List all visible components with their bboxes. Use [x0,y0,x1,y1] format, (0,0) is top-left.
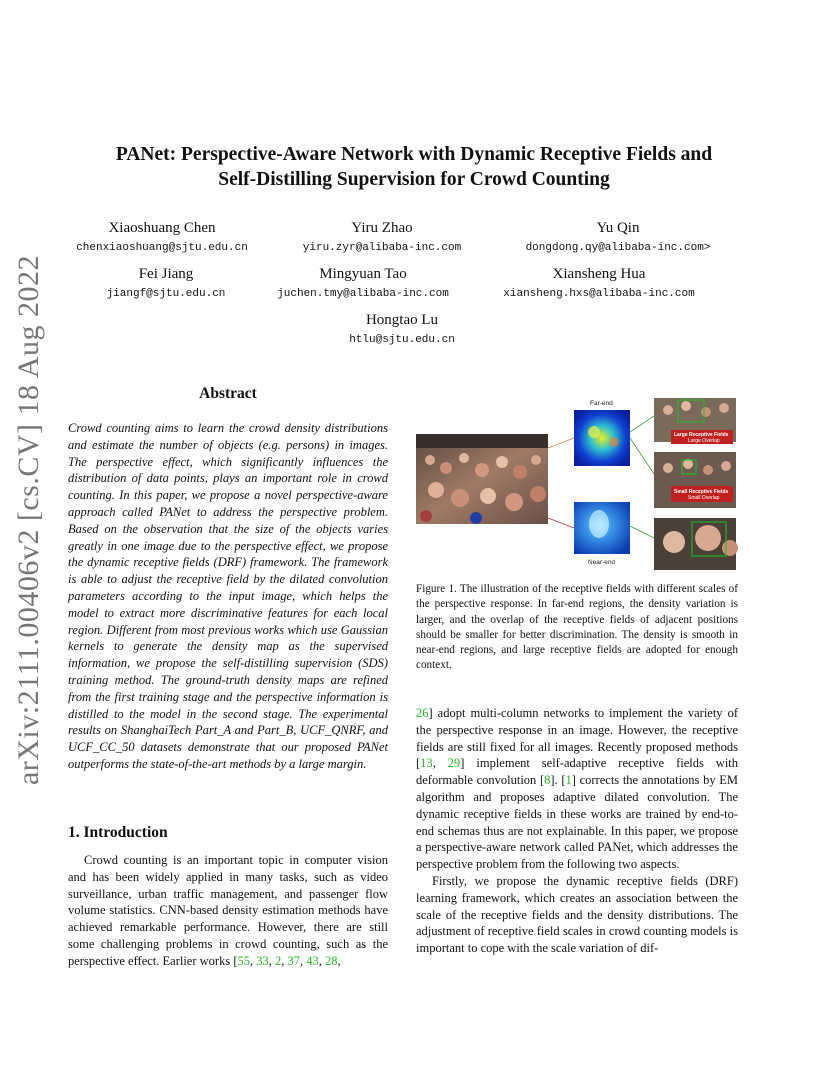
author-email: chenxiaoshuang@sjtu.edu.cn [76,242,248,254]
author-name: Hongtao Lu [365,312,439,328]
author-name: Yu Qin [596,220,640,236]
arxiv-stamp: arXiv:2111.00406v2 [cs.CV] 18 Aug 2022 [12,254,45,786]
intro-paragraph: Crowd counting is an important topic in computer vision and has been widely applied in many tasks, such as video surveillance, urban traffic management, and passenger flow volume statistics. CNN-based density estimation methods have achieved remarkable performance. However, there are still some challenging problems in crowd counting, such as the perspective effect. Earlier works [55, 33, 2, 37, 43, 28, [68,853,388,968]
far-end-label: Far-end [590,400,613,407]
title-line-1: PANet: Perspective-Aware Network with Dynamic Receptive Fields and [115,144,713,165]
large-overlap-label: Large Overlap [688,438,720,444]
author-3 [493,220,743,254]
paragraph: 26] adopt multi-column networks to implement the variety of the perspective response in an image. However, the receptive fields are still fixed for all images. Recently proposed methods [13, 29] implement self-adaptive receptive fields with deformable convolution [8]. [1] corrects the annotations by EM algorithm and proposes adaptive dilated convolution. The dynamic receptive fields in these works are trained by end-to-end schemas thus are not explainable. In this paper, we propose a perspective-aware network called PANet, which addresses the perspective problem from the following two aspects. [416,706,739,872]
citation-link[interactable]: 37 [287,953,300,968]
paragraph: Firstly, we propose the dynamic receptive fields (DRF) learning framework, which creates an association between the scale of the receptive fields and the density distributions. The adjustment of receptive field scales in crowd counting models is important to cope with the scale variation of dif- [416,873,738,956]
author-1 [37,220,287,254]
crowd-photo [416,434,548,524]
author-name: Xiansheng Hua [552,266,646,282]
author-5 [238,266,488,300]
author-6 [474,266,724,300]
citation-link[interactable]: 1 [565,773,572,788]
near-end-label: Near-end [588,559,616,566]
figure-caption: Figure 1. The illustration of the receptive fields with different scales of the perspective response. In far-end regions, the density variation is larger, and the overlap of the receptive fields of adjacent positions should be smaller for better discrimination. The density is smooth in near-end regions, and large receptive fields are adopted for enough context. [416,583,738,672]
author-email: xiansheng.hxs@alibaba-inc.com [503,288,695,300]
far-end-heatmap [574,410,630,466]
abstract-heading: Abstract [199,385,257,402]
author-email: jiangf@sjtu.edu.cn [106,288,226,300]
title-line-2: Self-Distilling Supervision for Crowd Counting [218,169,610,190]
paper-title [60,142,768,192]
citation-link[interactable]: 2 [274,953,282,968]
author-email: yiru.zyr@alibaba-inc.com [302,242,462,254]
citation-link[interactable]: 26 [416,706,429,720]
author-7 [277,312,527,346]
citation-link[interactable]: 8 [544,773,551,788]
intro-column [68,852,388,970]
citation-link[interactable]: 43 [306,953,319,968]
author-2 [257,220,507,254]
author-email: dongdong.qy@alibaba-inc.com> [525,242,711,254]
citation-link[interactable]: 13 [420,756,433,771]
citation-link[interactable]: 55 [237,953,250,968]
author-email: htlu@sjtu.edu.cn [349,334,455,346]
abstract-text: Crowd counting aims to learn the crowd density distributions and estimate the number of objects (e.g. persons) in images. The perspective effect, which significantly influences the distribution of data points, plays an important role in crowd counting. In this paper, we propose a novel perspective-aware approach called PANet to address the perspective problem. Based on the observation that the size of the objects varies greatly in one image due to the perspective effect, we propose the dynamic receptive fields (DRF) framework. The framework is able to adjust the receptive field by the dilated convolution parameters according to the input image, which helps the model to extract more discriminative features for each local region. Different from most previous works which use Gaussian kernels to generate the density map as the supervised information, we propose the self-distilling supervision (SDS) training method. The ground-truth density maps are refined from the first training stage and the perspective information is distilled to the model in the second stage. The experimental results on ShanghaiTech Part_A and Part_B, UCF_QNRF, and UCF_CC_50 datasets demonstrate that our proposed PANet outperforms the state-of-the-art methods by a large margin. [68,421,388,771]
author-email: juchen.tmy@alibaba-inc.com [277,288,449,300]
citation-link[interactable]: 28 [324,953,338,968]
section-heading: 1. Introduction [68,824,168,841]
figure-1-illustration [416,398,738,570]
author-name: Xiaoshuang Chen [108,220,216,236]
near-end-thumbnail [654,518,738,570]
author-name: Mingyuan Tao [319,266,407,282]
citation-link[interactable]: 33 [256,953,269,968]
small-overlap-label: Small Overlap [688,495,720,501]
author-name: Fei Jiang [138,266,194,282]
small-fields-label: Small Receptive Fields [674,489,729,495]
citation-link[interactable]: 29 [447,756,461,771]
large-fields-label: Large Receptive Fields [674,432,729,438]
right-column-text [416,705,738,957]
author-name: Yiru Zhao [351,220,413,236]
